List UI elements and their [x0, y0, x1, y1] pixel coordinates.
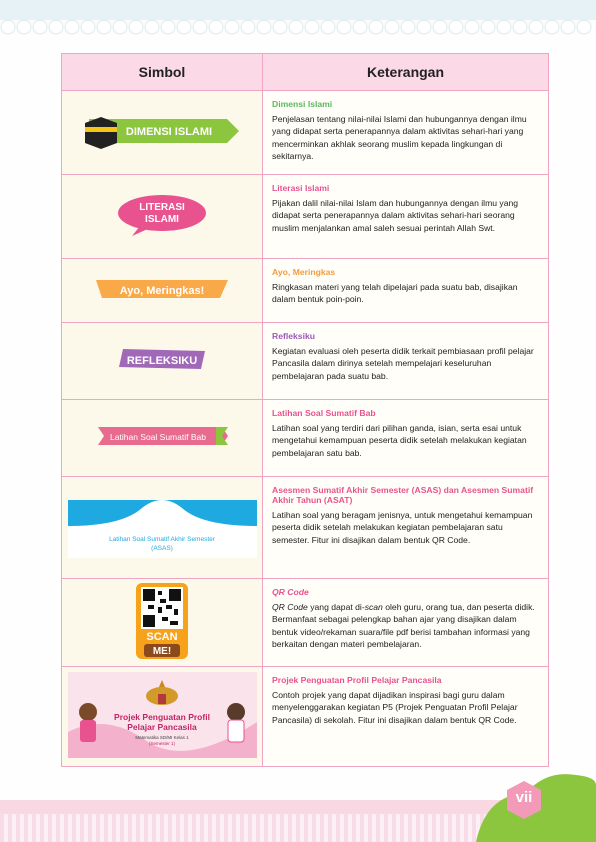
- item-description: Pijakan dalil nilai-nilai Islam dan hubungannya dengan ilmu yang didapat serta penerapannya dalam aktivitas sehari-hari seorang muslim menjalankan amal saleh sesuai perintah Allah Swt.: [272, 198, 519, 233]
- symbol-cell: [62, 667, 263, 767]
- badge-text: SCAN: [146, 630, 178, 643]
- table-row: [62, 175, 549, 259]
- badge-text: Projek Penguatan Profil: [113, 711, 210, 722]
- description-cell: [263, 323, 549, 400]
- item-description: Penjelasan tentang nilai-nilai Islami dan hubungannya dengan ilmu yang didapat serta penerapannya dalam aktivitas sehari-hari yang mencerminkan akhlak seorang muslim kepada lingkungan di sekitarnya.: [272, 114, 527, 162]
- refleksiku-badge: [117, 346, 207, 372]
- item-title: Asesmen Sumatif Akhir Semester (ASAS) dan Asesmen Sumatif Akhir Tahun (ASAT): [272, 485, 534, 505]
- page-number: vii: [515, 789, 533, 806]
- item-title: Dimensi Islami: [272, 99, 333, 109]
- p5-cover-image: [68, 672, 257, 758]
- item-description: Ringkasan materi yang telah dipelajari pada suatu bab, disajikan dalam bentuk poin-poin.: [272, 282, 518, 305]
- badge-text: ME!: [152, 645, 172, 657]
- description-cell: [263, 175, 549, 259]
- desc-part: oleh guru, orang tua, dan peserta didik. Bermanfaat sebagai pelengkap bahan ajar yang disajikan dalam bentuk video/rekaman suara/file pdf berisi tambahan informasi yang berkaitan dengan materi pembelajaran.: [272, 602, 535, 650]
- badge-text: DIMENSI ISLAMI: [125, 125, 213, 138]
- symbol-table: [61, 53, 549, 767]
- qr-scan-badge: [134, 581, 190, 661]
- item-title: Refleksiku: [272, 331, 315, 341]
- item-title: Projek Penguatan Profil Pelajar Pancasila: [272, 675, 442, 685]
- badge-text: (Semester 1): [148, 740, 175, 746]
- item-title: Ayo, Meringkas: [272, 267, 336, 277]
- table-row: [62, 323, 549, 400]
- table-row: [62, 477, 549, 579]
- table-header-row: [62, 54, 549, 91]
- child-figure-right: [227, 703, 245, 721]
- child-figure-left: [79, 703, 97, 721]
- item-description: Latihan soal yang beragam jenisnya, untuk mengetahui kemampuan peserta didik setelah melakukan kegiatan pembelajaran satu semester. Fitur ini disajikan dalam bentuk QR Code.: [272, 510, 533, 545]
- description-cell: [263, 400, 549, 477]
- item-description: Latihan soal yang terdiri dari pilihan ganda, isian, serta esai untuk mengetahui kemampuan peserta didik setelah melakukan kegiatan pembelajaran satu bab.: [272, 423, 527, 458]
- scallop-border: [0, 16, 596, 38]
- symbol-cell: [62, 175, 263, 259]
- badge-text: ISLAMI: [145, 213, 179, 225]
- table-row: [62, 259, 549, 323]
- table-row: [62, 91, 549, 175]
- symbol-cell: [62, 323, 263, 400]
- item-title: Latihan Soal Sumatif Bab: [272, 408, 376, 418]
- badge-text: REFLEKSIKU: [126, 355, 198, 367]
- description-cell: [263, 579, 549, 667]
- symbol-cell: [62, 477, 263, 579]
- desc-italic: QR Code: [272, 602, 308, 612]
- description-cell: [263, 259, 549, 323]
- item-title: QR Code: [272, 587, 309, 597]
- badge-text: Pelajar Pancasila: [126, 721, 197, 732]
- symbol-cell: [62, 259, 263, 323]
- description-cell: [263, 477, 549, 579]
- table-row: [62, 579, 549, 667]
- desc-italic: scan: [364, 602, 383, 612]
- asas-badge: [62, 486, 263, 566]
- badge-text: (ASAS): [151, 544, 173, 552]
- ayo-meringkas-badge: [92, 276, 232, 302]
- header-description: Keterangan: [263, 54, 549, 91]
- table-row: [62, 667, 549, 767]
- description-cell: [263, 91, 549, 175]
- badge-text: Latihan Soal Sumatif Akhir Semester: [109, 535, 215, 543]
- desc-part: yang dapat di-: [307, 602, 365, 612]
- table-row: [62, 400, 549, 477]
- header-symbol: Simbol: [62, 54, 263, 91]
- item-description: [272, 601, 540, 651]
- latihan-soal-badge: [96, 425, 228, 447]
- badge-text: Ayo, Meringkas!: [119, 284, 205, 297]
- badge-text: LITERASI: [139, 201, 185, 213]
- badge-text: Matematika SD/MI Kelas 1: [134, 734, 189, 740]
- item-description: Kegiatan evaluasi oleh peserta didik terkait pembiasaan profil pelajar Pancasila dalam dirinya setelah mempelajari keseluruhan pembelajaran pada suatu bab.: [272, 346, 534, 381]
- kaaba-icon: [85, 117, 117, 149]
- symbol-cell: [62, 91, 263, 175]
- description-cell: [263, 667, 549, 767]
- item-title: Literasi Islami: [272, 183, 330, 193]
- dimensi-islami-badge: [77, 109, 247, 153]
- symbol-cell: [62, 400, 263, 477]
- symbol-cell: [62, 579, 263, 667]
- literasi-islami-badge: [112, 192, 212, 238]
- item-description: Contoh projek yang dapat dijadikan inspirasi bagi guru dalam menyelenggarakan kegiatan P5 (Projek Penguatan Profil Pelajar Pancasila) di sekolah. Fitur ini disajikan dalam bentuk QR Code.: [272, 690, 518, 725]
- badge-text: Latihan Soal Sumatif Bab: [110, 432, 206, 442]
